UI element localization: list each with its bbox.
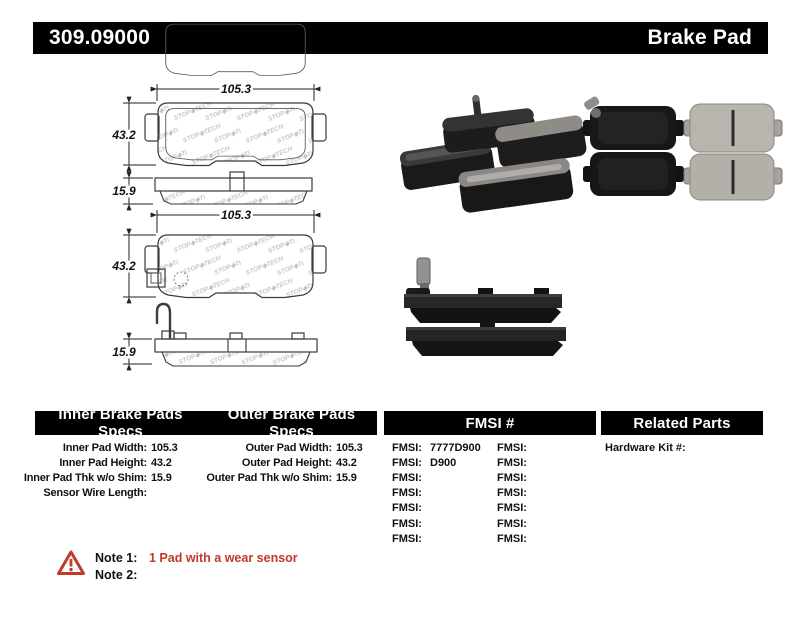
inner-specs-table bbox=[13, 440, 193, 501]
dim-height-top: 43.2 bbox=[112, 128, 136, 142]
table-row: FMSI: bbox=[392, 532, 422, 545]
table-row: FMSI: bbox=[497, 532, 527, 545]
table-row: FMSI: bbox=[392, 502, 422, 515]
product-name: Brake Pad bbox=[647, 26, 752, 49]
dim-thickness-top: 15.9 bbox=[112, 184, 136, 198]
note-1-label: Note 1: bbox=[95, 551, 138, 565]
table-row: Outer Pad Height: 43.2 bbox=[241, 456, 357, 469]
photo-pads-grid bbox=[583, 95, 782, 200]
table-row: FMSI: bbox=[497, 456, 527, 469]
table-row: FMSI: D900 bbox=[392, 456, 457, 469]
table-row: FMSI: bbox=[392, 517, 422, 530]
part-number: 309.09000 bbox=[49, 26, 151, 49]
note-2-label: Note 2: bbox=[95, 568, 138, 582]
fmsi-column-1 bbox=[392, 440, 481, 546]
table-row: Sensor Wire Length: bbox=[43, 487, 147, 500]
dim-width-bottom: 105.3 bbox=[220, 208, 252, 222]
table-row: FMSI: bbox=[392, 487, 422, 500]
related-parts-title: Related Parts bbox=[633, 414, 731, 432]
table-row: FMSI: bbox=[497, 487, 527, 500]
table-row: Hardware Kit #: bbox=[605, 441, 686, 454]
table-row: Outer Pad Width: 105.3 bbox=[245, 441, 363, 454]
fmsi-column-2 bbox=[497, 440, 535, 546]
table-row: Inner Pad Thk w/o Shim: 15.9 bbox=[23, 471, 172, 484]
table-row: FMSI: bbox=[392, 471, 422, 484]
dim-height-bottom: 43.2 bbox=[112, 259, 136, 273]
specs-header-bar bbox=[35, 406, 377, 440]
dim-width-top: 105.3 bbox=[220, 82, 252, 96]
outer-specs-table bbox=[198, 440, 378, 486]
related-parts-header-bar bbox=[601, 411, 763, 435]
table-row: FMSI: bbox=[497, 502, 527, 515]
fmsi-header-bar bbox=[384, 411, 596, 435]
table-row: FMSI: bbox=[497, 471, 527, 484]
fmsi-title: FMSI # bbox=[465, 414, 515, 432]
note-1-text: 1 Pad with a wear sensor bbox=[149, 551, 298, 565]
table-row: FMSI: bbox=[497, 441, 527, 454]
table-row: FMSI: 7777D900 bbox=[392, 441, 481, 454]
inner-specs-title: Inner Brake Pads Specs bbox=[58, 406, 183, 440]
table-row: FMSI: bbox=[497, 517, 527, 530]
note-2 bbox=[95, 568, 149, 582]
technical-drawing-top-pad bbox=[111, 82, 326, 204]
table-row: Outer Pad Thk w/o Shim: 15.9 bbox=[206, 471, 357, 484]
dim-thickness-bottom: 15.9 bbox=[112, 345, 136, 359]
outer-specs-title: Outer Brake Pads Specs bbox=[227, 406, 356, 440]
photo-pads-angled bbox=[399, 88, 588, 213]
warning-icon bbox=[56, 549, 86, 577]
table-row: Inner Pad Width: 105.3 bbox=[62, 441, 178, 454]
photo-pads-side-view bbox=[404, 258, 566, 356]
related-parts-table bbox=[605, 440, 686, 455]
note-1 bbox=[95, 551, 298, 565]
table-row: Inner Pad Height: 43.2 bbox=[59, 456, 172, 469]
